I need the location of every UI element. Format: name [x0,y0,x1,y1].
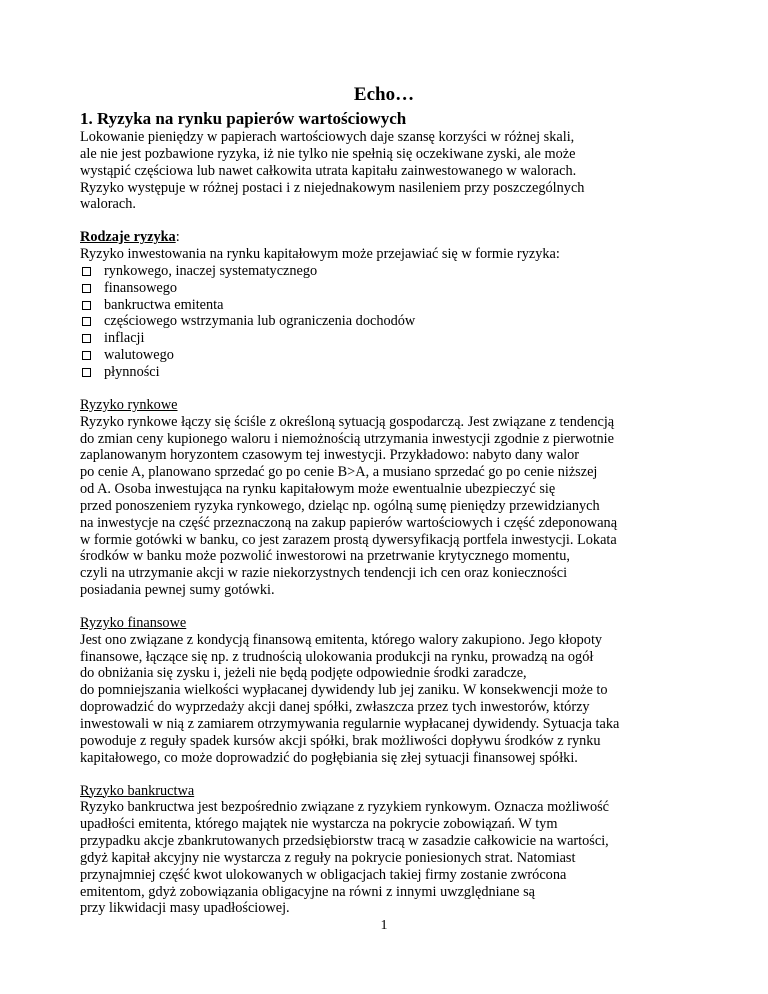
risk-types-list [80,263,710,381]
intro-line: walorach. [80,196,136,213]
document-title: Echo… [353,84,415,105]
types-heading-colon: : [175,229,180,246]
paragraph-line: czyli na utrzymanie akcji w razie niekorzystnych tendencji ich cen oraz konieczności [80,565,568,582]
bankruptcy-risk-heading: Ryzyko bankructwa [80,782,195,799]
paragraph-line: kapitałowego, co może doprowadzić do pogłębiania się złej sytuacji finansowej spółki. [80,749,578,766]
paragraph-line: posiadania pewnej sumy gotówki. [80,582,275,599]
paragraph-line: Ryzyko bankructwa jest bezpośrednio związane z ryzykiem rynkowym. Oznacza możliwość [80,799,610,816]
checkbox-bullet-icon [82,334,91,343]
paragraph-line: inwestowali w nią z zamiarem otrzymywania regularnie wypłacanej dywidendy. Sytuacja taka [80,716,620,732]
paragraph-line: na inwestycje na część przeznaczoną na zakup papierów wartościowych i część zdeponowaną [80,514,618,531]
list-item-label: finansowego [104,279,178,296]
section-heading: 1. Ryzyka na rynku papierów wartościowych [80,109,407,128]
market-risk-section [80,397,710,599]
intro-paragraph [80,129,710,213]
checkbox-bullet-icon [82,351,91,360]
financial-risk-heading: Ryzyko finansowe [80,614,187,631]
financial-risk-section [80,615,710,767]
checkbox-bullet-icon [82,368,91,377]
paragraph-line: w formie gotówki w banku, co jest zarazem prostą dywersyfikacją portfela inwestycji. Lokata [80,531,617,548]
paragraph-line: po cenie A, planowano sprzedać go po cenie B>A, a musiano sprzedać go po cenie niższej [80,464,598,481]
paragraph-line: Ryzyko rynkowe łączy się ściśle z określoną sytuacją gospodarczą. Jest związane z tendencją [80,413,615,430]
types-lead: Ryzyko inwestowania na rynku kapitałowym może przejawiać się w formie ryzyka: [80,246,560,263]
paragraph-line: przed ponoszeniem ryzyka rynkowego, dzieląc np. ogólną sumę pieniędzy przewidzianych [80,497,600,514]
types-heading-line [80,229,710,246]
list-item-label: rynkowego, inaczej systematycznego [104,262,318,279]
paragraph-line: doprowadzić do wyprzedaży akcji danej spółki, zwłaszcza przez tych inwestorów, którzy [80,699,590,716]
intro-line: wystąpić częściowa lub nawet całkowita utrata kapitału zainwestowanego w walorach. [80,162,577,179]
intro-line: Ryzyko występuje w różnej postaci i z niejednakowym nasileniem przy poszczególnych [80,179,585,196]
list-item [80,347,710,364]
paragraph-line: do zmian ceny kupionego waloru i niemożnością utrzymania inwestycji zgodnie z pierwotnie [80,430,614,447]
list-item [80,280,710,297]
list-item-label: częściowego wstrzymania lub ograniczenia dochodów [104,313,416,330]
checkbox-bullet-icon [82,267,91,276]
paragraph-line: od A. Osoba inwestująca na rynku kapitałowym może ewentualnie ubezpieczyć się [80,481,556,498]
paragraph-line: do pomniejszania wielkości wypłacanej dywidendy lub jej zaniku. W konsekwencji może to [80,682,608,699]
document-body [80,108,710,917]
paragraph-line: finansowe, łączące się np. z trudnością ulokowania produkcji na rynku, prowadzą na ogół [80,648,594,665]
paragraph-line: Jest ono związane z kondycją finansową emitenta, którego walory zakupiono. Jego kłopoty [80,631,603,648]
list-item [80,364,710,381]
list-item-label: płynności [104,363,160,380]
types-heading: Rodzaje ryzyka [80,229,176,246]
list-item-label: walutowego [104,347,174,364]
paragraph-line: przynajmniej część kwot ulokowanych w obligacjach takiej firmy zostanie zwrócona [80,866,567,883]
list-item [80,313,710,330]
list-item [80,263,710,280]
paragraph-line: do obniżania się zysku i, jeżeli nie będą podjęte odpowiednie środki zaradcze, [80,665,527,682]
paragraph-line: upadłości emitenta, którego majątek nie wystarcza na pokrycie zobowiązań. W tym [80,816,558,833]
paragraph-line: powoduje z reguły spadek kursów akcji spółki, brak możliwości dopływu środków z rynku [80,732,601,749]
list-item [80,330,710,347]
checkbox-bullet-icon [82,284,91,293]
paragraph-line: środków w banku może pozwolić inwestorowi na przetrwanie krytycznego momentu, [80,548,570,565]
list-item-label: bankructwa emitenta [104,296,224,313]
checkbox-bullet-icon [82,301,91,310]
page-number: 1 [380,918,388,933]
paragraph-line: gdyż kapitał akcyjny nie wystarcza z reguły na pokrycie poniesionych strat. Natomiast [80,849,576,866]
paragraph-line: przy likwidacji masy upadłościowej. [80,900,290,917]
list-item [80,297,710,314]
bankruptcy-risk-section [80,783,710,918]
paragraph-line: emitentom, gdyż zobowiązania obligacyjne na równi z innymi uwzględniane są [80,883,535,900]
intro-line: Lokowanie pieniędzy w papierach wartościowych daje szansę korzyści w różnej skali, [80,129,575,145]
list-item-label: inflacji [104,330,145,347]
paragraph-line: przypadku akcje zbankrutowanych przedsiębiorstw tracą w zasadzie całkowicie na wartości, [80,833,609,850]
market-risk-heading: Ryzyko rynkowe [80,396,178,413]
paragraph-line: zaplanowanym horyzontem czasowym tej inwestycji. Przykładowo: nabyto dany walor [80,447,580,464]
intro-line: ale nie jest pozbawione ryzyka, iż nie tylko nie spełnią się oczekiwane zyski, ale może [80,145,576,162]
checkbox-bullet-icon [82,317,91,326]
